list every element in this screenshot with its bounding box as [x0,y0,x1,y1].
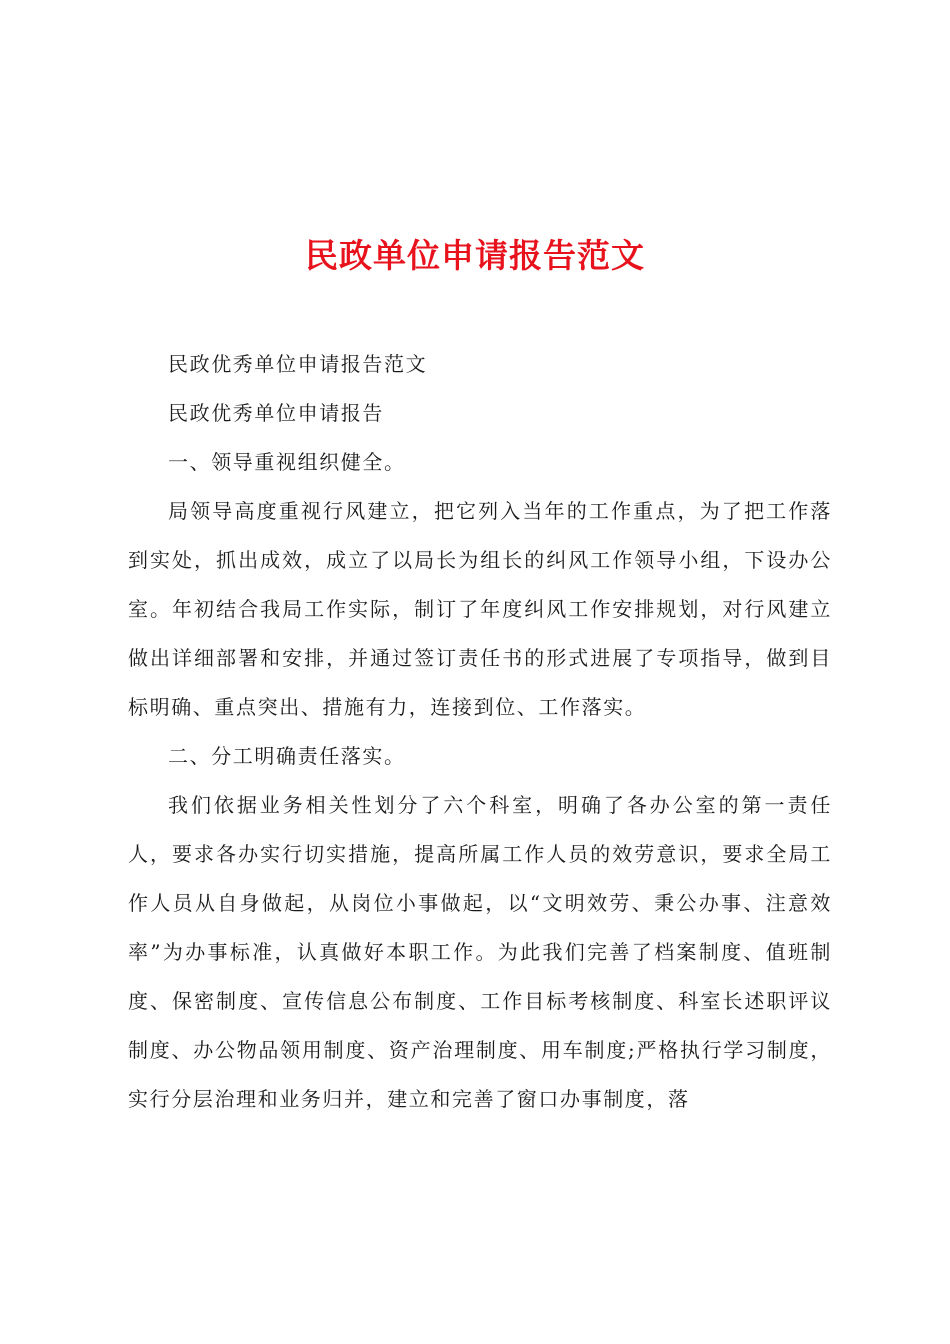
paragraph: 我们依据业务相关性划分了六个科室，明确了各办公室的第一责任人，要求各办实行切实措施，提高所属工作人员的效劳意识，要求全局工作人员从自身做起，从岗位小事做起，以“文明效劳、秉公办事、注意效率”为办事标准，认真做好本职工作。为此我们完善了档案制度、值班制度、保密制度、宣传信息公布制度、工作目标考核制度、科室长述职评议制度、办公物品领用制度、资产治理制度、用车制度;严格执行学习制度，实行分层治理和业务归并，建立和完善了窗口办事制度，落 [128,793,832,1111]
section-heading: 二、分工明确责任落实。 [168,744,406,768]
document-title: 民政单位申请报告范文 [305,236,645,276]
document-body [128,340,832,1124]
paragraph: 民政优秀单位申请报告范文 [168,352,428,376]
paragraph: 局领导高度重视行风建立，把它列入当年的工作重点，为了把工作落到实处，抓出成效，成立了以局长为组长的纠风工作领导小组，下设办公室。年初结合我局工作实际，制订了年度纠风工作安排规划，对行风建立做出详细部署和安排，并通过签订责任书的形式进展了专项指导，做到目标明确、重点突出、措施有力，连接到位、工作落实。 [128,499,832,719]
section-heading: 一、领导重视组织健全。 [168,450,406,474]
paragraph: 民政优秀单位申请报告 [168,401,384,425]
